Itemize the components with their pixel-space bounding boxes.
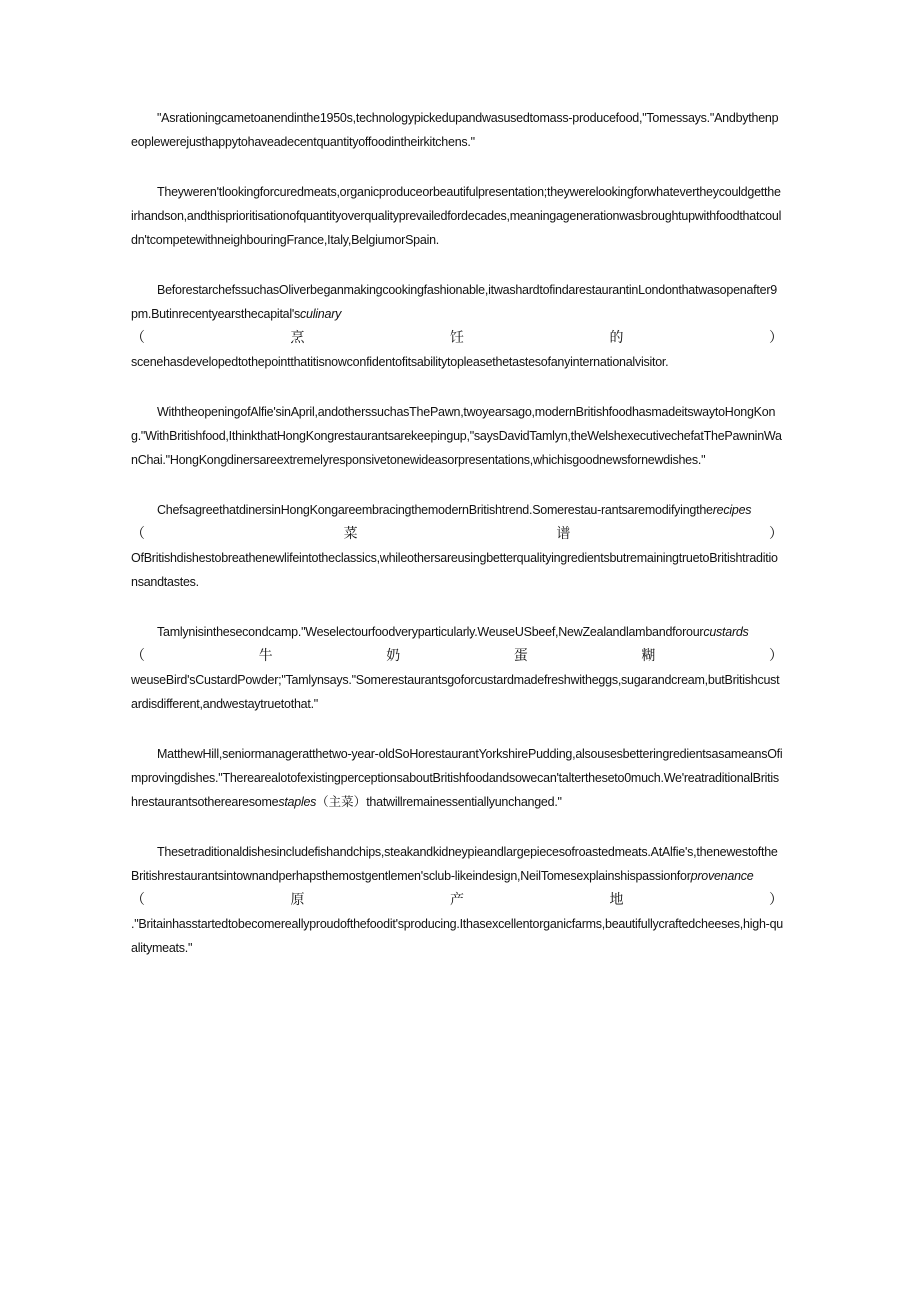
- paragraph-culinary-scene: [131, 278, 783, 374]
- vocab-keyword: staples: [278, 795, 317, 809]
- gloss-chars-recipes: [131, 522, 783, 546]
- paragraph-text-before: Tamlynisinthesecondcamp."Weselectourfoodveryparticularly.WeuseUSbeef,NewZealandlambandforour: [157, 625, 704, 639]
- paragraph-text-after: ."Britainhasstartedtobecomereallyproudofthefoodit'sproducing.Ithasexcellentorganicfarms,beautifullycraftedcheeses,high-qualitymeats.": [131, 917, 783, 955]
- gloss-chars-custards: [131, 644, 783, 668]
- gloss-char: 糊: [641, 648, 656, 664]
- gloss-char: （: [131, 648, 145, 664]
- gloss-char: ）: [769, 330, 783, 346]
- gloss-char: （: [131, 330, 145, 346]
- gloss-chars-culinary: [131, 326, 783, 350]
- vocab-keyword: culinary: [300, 307, 342, 321]
- paragraph-text-after: weuseBird'sCustardPowder;"Tamlynsays."Somerestaurantsgoforcustardmadefreshwitheggs,sugarandcream,butBritishcustardisdifferent,andwestaytruetothat.": [131, 673, 780, 711]
- paragraph-text-after: thatwillremainessentiallyunchanged.": [366, 795, 562, 809]
- document-page: [131, 106, 783, 986]
- gloss-char: 蛋: [513, 648, 528, 664]
- gloss-char: 的: [609, 330, 624, 346]
- gloss-char: 原: [290, 892, 305, 908]
- paragraph-text-before: Thesetraditionaldishesincludefishandchips,steakandkidneypieandlargepiecesofroastedmeats.AtAlfie's,thenewestoftheBritishrestaurantsintownandperhapsthemostgentlemen'sclub-likeindesign,NeilTomesexplainshispassionfor: [131, 845, 778, 883]
- paragraph-provenance: [131, 840, 783, 960]
- gloss-char: 产: [450, 892, 464, 908]
- paragraph-text-before: MatthewHill,seniormanageratthetwo-year-oldSoHorestaurantYorkshirePudding,alsousesbetteringredientsasameansOfimprovingdishes."TherearealotofexistingperceptionsaboutBritishfoodandsowecan'taltertheseto0much.We'reatraditionalBritishrestaurantsotherearesome: [131, 747, 783, 809]
- vocab-keyword: recipes: [712, 503, 752, 517]
- gloss-char: ）: [769, 892, 783, 908]
- gloss-char: 烹: [290, 330, 305, 346]
- paragraph-text-before: BeforestarchefssuchasOliverbeganmakingcookingfashionable,itwashardtofindarestaurantinLondonthatwasopenafter9pm.Butinrecentyearsthecapital's: [131, 283, 777, 321]
- gloss-char: （: [131, 892, 145, 908]
- paragraph-rationing: "Asrationingcametoanendinthe1950s,technologypickedupandwasusedtomass-producefood,"Tomessays."Andbythenpeoplewerejusthappytohaveadecentquantityoffoodintheirkitchens.": [131, 111, 779, 149]
- paragraph-text-after: scenehasdevelopedtothepointthatitisnowconfidentofitsabilitytopleasethetastesofanyinternationalvisitor.: [131, 355, 669, 369]
- gloss-char: 谱: [556, 526, 571, 542]
- paragraph-hong-kong-arrival: WiththeopeningofAlfie'sinApril,andotherssuchasThePawn,twoyearsago,modernBritishfoodhasmadeitswaytoHongKong."WithBritishfood,IthinkthatHongKongrestaurantsarekeepingup,"saysDavidTamlyn,theWelshexecutivechefatThePawninWanChai."HongKongdinersareextremelyresponsivetonewideasorpresentations,whichisgoodnewsfornewdishes.": [131, 405, 782, 467]
- paragraph-text-before: ChefsagreethatdinersinHongKongareembracingthemodernBritishtrend.Somerestau-rantsaremodifyingthe: [157, 503, 713, 517]
- gloss-chars-provenance: [131, 888, 783, 912]
- gloss-char: 地: [609, 892, 624, 908]
- gloss-char: 菜: [343, 526, 358, 542]
- gloss-inline: （主菜）: [316, 794, 367, 809]
- gloss-char: ）: [768, 526, 783, 542]
- vocab-keyword: provenance: [690, 869, 754, 883]
- paragraph-recipes: [131, 498, 783, 594]
- gloss-char: ）: [768, 648, 783, 664]
- gloss-char: （: [131, 526, 145, 542]
- paragraph-quantity-over-quality: Theyweren'tlookingforcuredmeats,organicproduceorbeautifulpresentation;theywerelookingforwhatevertheycouldgettheirhandson,andthisprioritisationofquantityoverqualityprevailedfordecades,meaningagenerationwasbroughtupwithfoodthatcouldn'tcompetewithneighbouringFrance,Italy,BelgiumorSpain.: [131, 185, 782, 247]
- gloss-char: 奶: [386, 648, 401, 664]
- vocab-keyword: custards: [703, 625, 749, 639]
- gloss-char: 饪: [450, 330, 464, 346]
- gloss-line-culinary: [131, 278, 783, 326]
- gloss-char: 牛: [258, 648, 273, 664]
- paragraph-staples: [131, 742, 783, 814]
- paragraph-custards: [131, 620, 783, 716]
- paragraph-text-after: OfBritishdishestobreathenewlifeintotheclassics,whileothersareusingbetterqualityingredientsbutremainingtruetoBritishtraditionsandtastes.: [131, 551, 778, 589]
